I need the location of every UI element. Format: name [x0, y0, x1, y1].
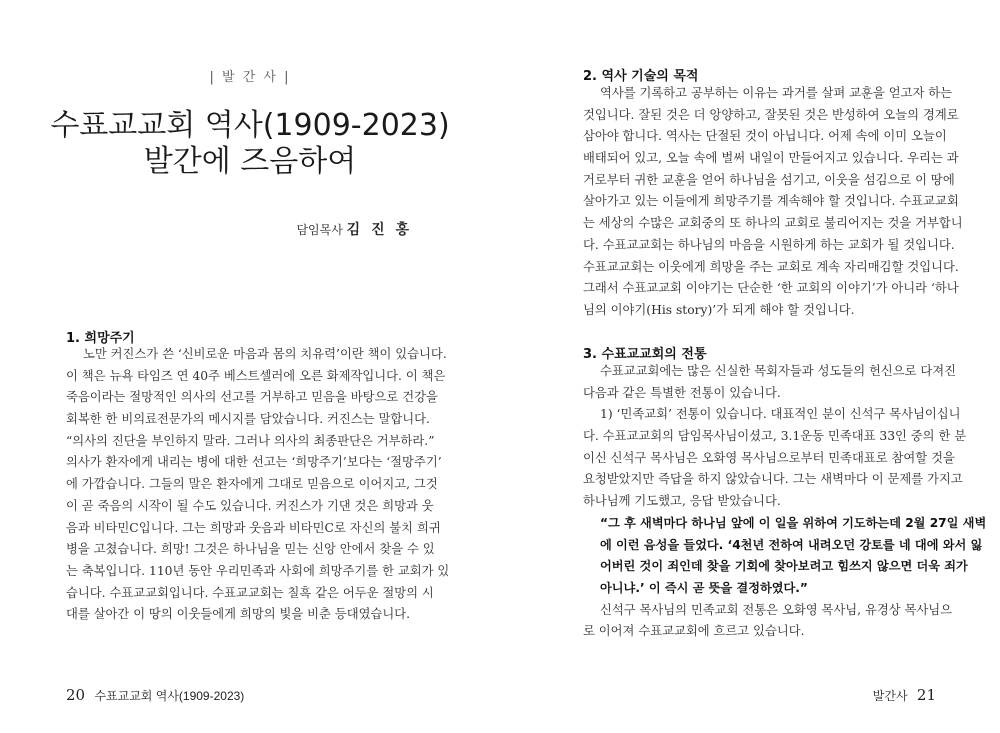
- text-line: 거로부터 귀한 교훈을 얻어 하나님을 섬기고, 이웃을 섬김으로 이 땅에: [583, 172, 955, 187]
- text-line: “의사의 진단을 부인하지 말라. 그러나 의사의 최종판단은 거부하라.”: [66, 433, 435, 448]
- text-line: 요청받았지만 즉답을 하지 않았습니다. 그는 새벽마다 이 문제를 가지고: [583, 472, 963, 487]
- text-line: 죽음이라는 절망적인 의사의 선고를 거부하고 믿음을 바탕으로 건강을: [66, 390, 438, 405]
- section-heading: 2. 역사 기술의 목적: [583, 69, 699, 84]
- text-line: 살아가고 있는 이들에게 희망주기를 계속해야 할 것입니다. 수표교교회: [583, 194, 959, 209]
- text-line: 에 가깝습니다. 그들의 말은 환자에게 그대로 믿음으로 이어지고, 그것: [66, 477, 438, 492]
- text-line: 음과 비타민C입니다. 그는 희망과 웃음과 비타민C로 자신의 불치 희귀: [66, 520, 441, 535]
- section-heading: 3. 수표교교회의 전통: [583, 347, 707, 362]
- text-line: 이신 신석구 목사님은 오화영 목사님으로부터 민족대표로 참여할 것을: [583, 450, 955, 465]
- folio-left: [66, 686, 244, 704]
- quote-line: 아니냐.’ 이 즉시 곧 뜻을 결정하였다.”: [600, 580, 808, 595]
- quote-line: 에 이런 음성을 들었다. ‘4천년 전하여 내려오던 강토를 네 대에 와서 잃: [600, 537, 983, 552]
- text-line: 병을 고쳤습니다. 희망! 그것은 하나님을 믿는 신앙 안에서 찾을 수 있: [66, 542, 435, 557]
- text-line: 배태되어 있고, 오늘 속에 벌써 내일이 만들어지고 있습니다. 우리는 과: [583, 151, 959, 166]
- text-line: 수표교교회에는 많은 신실한 목회자들과 성도들의 헌신으로 다져진: [600, 364, 957, 378]
- page-number: 20: [66, 686, 86, 704]
- section-heading: 1. 희망주기: [66, 331, 135, 346]
- folio-right: [873, 686, 936, 704]
- page-title-line-2: 발간에 즈음하여: [143, 144, 357, 179]
- quote-line: “그 후 새벽마다 하나님 앞에 이 일을 위하여 기도하는데 2월 27일 새벽: [600, 515, 987, 530]
- author-role: 담임목사: [296, 223, 343, 237]
- text-line: 로 이어져 수표교교회에 흐르고 있습니다.: [583, 624, 805, 639]
- right-page: [500, 0, 1000, 733]
- text-line: 의사가 환자에게 내리는 병에 대한 선고는 ‘희망주기’보다는 ‘절망주기’: [66, 455, 442, 470]
- text-line: 다. 수표교교회의 담임목사님이셨고, 3.1운동 민족대표 33인 중의 한 분: [583, 429, 967, 444]
- text-line: 그래서 수표교교회 이야기는 단순한 ‘한 교회의 이야기’가 아니라 ‘하나: [583, 281, 959, 296]
- text-line: 회복한 한 비의료전문가의 메시지를 담았습니다. 커진스는 말합니다.: [66, 412, 430, 427]
- text-line: 1) ‘민족교회’ 전통이 있습니다. 대표적인 분이 신석구 목사님이십니: [600, 407, 961, 422]
- text-line: 신석구 목사님의 민족교회 전통은 오화영 목사님, 유경상 목사님으: [600, 602, 952, 617]
- text-line: 하나님께 기도했고, 응답 받았습니다.: [583, 494, 781, 509]
- text-line: 다음과 같은 특별한 전통이 있습니다.: [583, 385, 781, 400]
- text-line: 이 책은 뉴욕 타임즈 연 40주 베스트셀러에 오른 화제작입니다. 이 책은: [66, 368, 446, 383]
- author-byline: [296, 219, 412, 239]
- section-body: [583, 83, 963, 322]
- text-line: 는 세상의 수많은 교회중의 또 하나의 교회로 불리어지는 것을 거부합니: [583, 216, 963, 231]
- running-title: 발간사: [872, 689, 908, 703]
- text-line: 는 축복입니다. 110년 동안 우리민족과 사회에 희망주기를 한 교회가 있: [66, 563, 450, 578]
- quote-line: 어버린 것이 죄인데 찾을 기회에 찾아보려고 힘쓰지 않으면 더욱 죄가: [600, 559, 968, 574]
- text-line: 이 곧 죽음의 시작이 될 수도 있습니다. 커진스가 기댄 것은 희망과 웃: [66, 498, 434, 513]
- page-title-line-1: 수표교교회 역사(1909-2023): [50, 108, 450, 143]
- section-tag: | 발 간 사 |: [209, 70, 291, 85]
- page-number: 21: [916, 686, 936, 704]
- text-line: 님의 이야기(His story)’가 되게 해야 할 것입니다.: [583, 302, 855, 317]
- author-name: 김 진 홍: [346, 222, 412, 238]
- text-line: 노만 커진스가 쓴 ‘신비로운 마음과 몸의 치유력’이란 책이 있습니다.: [83, 347, 447, 361]
- text-line: 수표교교회는 이웃에게 희망을 주는 교회로 계속 자리매김할 것입니다.: [583, 259, 959, 274]
- text-line: 대를 살아간 이 땅의 이웃들에게 희망의 빛을 비춘 등대였습니다.: [66, 607, 411, 622]
- text-line: 다. 수표교교회는 하나님의 마음을 시원하게 하는 교회가 될 것입니다.: [583, 237, 955, 252]
- text-line: 역사를 기록하고 공부하는 이유는 과거를 살펴 교훈을 얻고자 하는: [600, 86, 952, 100]
- section-body: [583, 361, 987, 643]
- section-body: [66, 344, 450, 626]
- text-line: 삼아야 합니다. 역사는 단절된 것이 아닙니다. 어제 속에 이미 오늘이: [583, 129, 947, 144]
- text-line: 습니다. 수표교교회입니다. 수표교교회는 칠흑 같은 어두운 절망의 시: [66, 585, 434, 600]
- running-title: 수표교교회 역사(1909-2023): [94, 689, 245, 703]
- text-line: 것입니다. 잘된 것은 더 앙양하고, 잘못된 것은 반성하여 오늘의 경계로: [583, 107, 959, 122]
